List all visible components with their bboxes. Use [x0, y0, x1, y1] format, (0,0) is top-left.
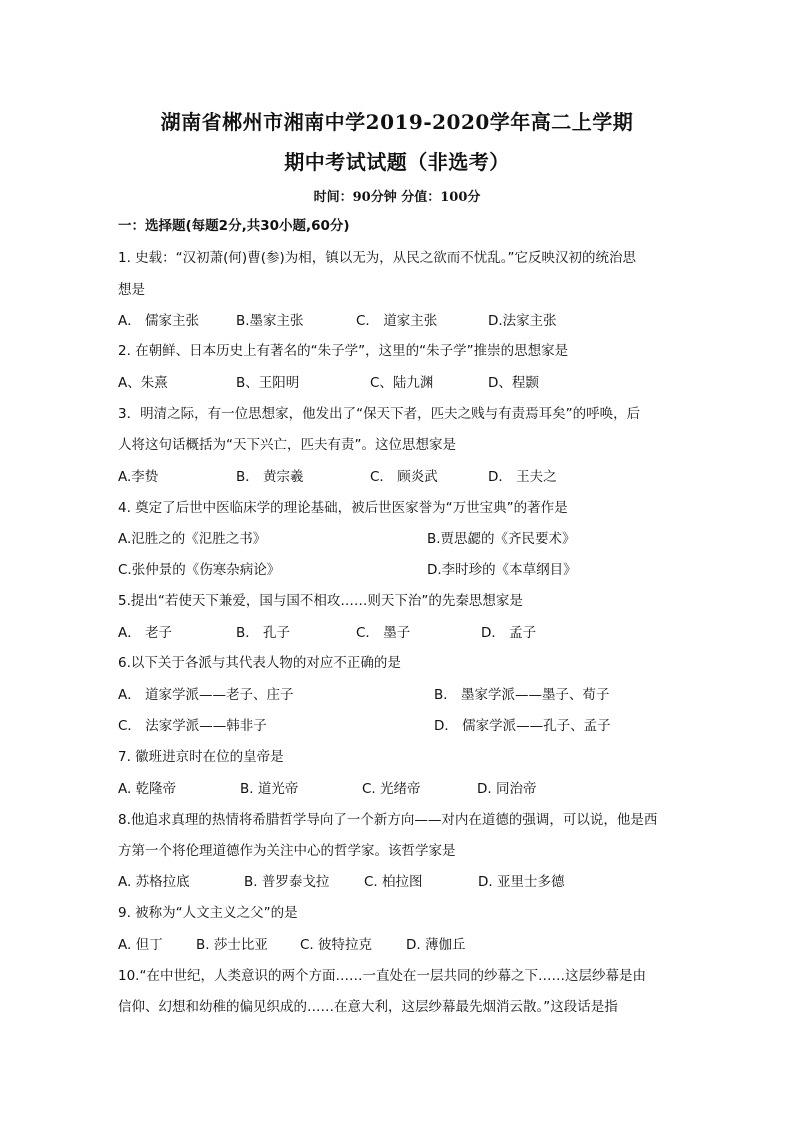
- question-3-stem-line2: 人将这句话概括为“天下兴亡，匹夫有责”。这位思想家是: [118, 437, 456, 453]
- question-10-stem-line1: 10.“在中世纪，人类意识的两个方面……一直处在一层共同的纱幕之下……这层纱幕是由: [118, 968, 646, 984]
- question-9-option-b: B. 莎士比亚: [196, 937, 268, 953]
- section-heading: 一：选择题(每题2分,共30小题,60分): [118, 218, 350, 234]
- question-8-option-b: B. 普罗泰戈拉: [244, 874, 330, 890]
- question-1-stem-line2: 想是: [118, 282, 145, 298]
- question-3-stem-line1: 3．明清之际，有一位思想家，他发出了“保天下者，匹夫之贱与有责焉耳矣”的呼唤，后: [118, 406, 641, 422]
- question-9-option-a: A. 但丁: [118, 937, 163, 953]
- question-7-option-a: A. 乾隆帝: [118, 781, 177, 797]
- question-4-option-c: C.张仲景的《伤寒杂病论》: [118, 562, 281, 578]
- question-8-option-a: A. 苏格拉底: [118, 874, 190, 890]
- question-1-option-d: D.法家主张: [488, 313, 557, 329]
- question-7-option-c: C. 光绪帝: [362, 781, 421, 797]
- question-4-option-a: A.氾胜之的《氾胜之书》: [118, 531, 267, 547]
- question-8-stem-line1: 8.他追求真理的热情将希腊哲学导向了一个新方向——对内在道德的强调，可以说，他是西: [118, 812, 658, 828]
- question-5-stem-line1: 5.提出“若使天下兼爱，国与国不相攻……则天下治”的先秦思想家是: [118, 593, 523, 609]
- question-8-option-d: D. 亚里士多德: [478, 874, 565, 890]
- question-9-stem-line1: 9. 被称为“人文主义之父”的是: [118, 905, 298, 921]
- question-8-stem-line2: 方第一个将伦理道德作为关注中心的哲学家。该哲学家是: [118, 843, 456, 859]
- question-2-option-c: C、陆九渊: [370, 375, 434, 391]
- exam-title-line2: 期中考试试题（非选考）: [284, 150, 510, 174]
- question-2-option-d: D、程颢: [488, 375, 539, 391]
- question-7-stem-line1: 7. 徽班进京时在位的皇帝是: [118, 749, 284, 765]
- question-6-option-b: B． 墨家学派——墨子、荀子: [434, 687, 610, 703]
- question-4-option-b: B.贾思勰的《齐民要术》: [427, 531, 576, 547]
- question-2-stem-line1: 2. 在朝鲜、日本历史上有著名的“朱子学”，这里的“朱子学”推崇的思想家是: [118, 343, 569, 359]
- question-10-stem-line2: 信仰、幻想和幼稚的偏见织成的……在意大利，这层纱幕最先烟消云散。”这段话是指: [118, 999, 618, 1015]
- question-2-option-b: B、王阳明: [236, 375, 300, 391]
- question-1-option-a: A． 儒家主张: [118, 313, 200, 329]
- question-4-option-d: D.李时珍的《本草纲目》: [427, 562, 577, 578]
- question-1-option-c: C． 道家主张: [356, 313, 438, 329]
- question-4-stem-line1: 4. 奠定了后世中医临床学的理论基础，被后世医家誉为“万世宝典”的著作是: [118, 500, 568, 516]
- question-6-option-c: C． 法家学派——韩非子: [118, 718, 267, 734]
- question-3-option-a: A.李贽: [118, 469, 159, 485]
- question-1-stem-line1: 1. 史载：“汉初萧(何)曹(参)为相，镇以无为，从民之欲而不忧乱。”它反映汉初的统治思: [118, 250, 636, 266]
- question-6-option-d: D． 儒家学派——孔子、孟子: [434, 718, 611, 734]
- question-5-option-d: D． 孟子: [481, 625, 537, 641]
- question-7-option-b: B. 道光帝: [240, 781, 299, 797]
- question-3-option-b: B． 黄宗羲: [236, 469, 304, 485]
- exam-title-line1: 湖南省郴州市湘南中学2019-2020学年高二上学期: [160, 110, 634, 134]
- question-5-option-c: C． 墨子: [356, 625, 411, 641]
- question-1-option-b: B.墨家主张: [236, 313, 304, 329]
- question-9-option-c: C. 彼特拉克: [300, 937, 373, 953]
- exam-meta: 时间：90分钟 分值：100分: [313, 190, 481, 205]
- question-8-option-c: C. 柏拉图: [364, 874, 423, 890]
- question-5-option-b: B． 孔子: [236, 625, 291, 641]
- question-3-option-d: D． 王夫之: [488, 469, 557, 485]
- question-6-option-a: A． 道家学派——老子、庄子: [118, 687, 294, 703]
- question-5-option-a: A． 老子: [118, 625, 173, 641]
- question-7-option-d: D. 同治帝: [477, 781, 537, 797]
- question-2-option-a: A、朱熹: [118, 375, 168, 391]
- question-6-stem-line1: 6.以下关于各派与其代表人物的对应不正确的是: [118, 655, 401, 671]
- question-3-option-c: C． 顾炎武: [370, 469, 438, 485]
- question-9-option-d: D. 薄伽丘: [406, 937, 466, 953]
